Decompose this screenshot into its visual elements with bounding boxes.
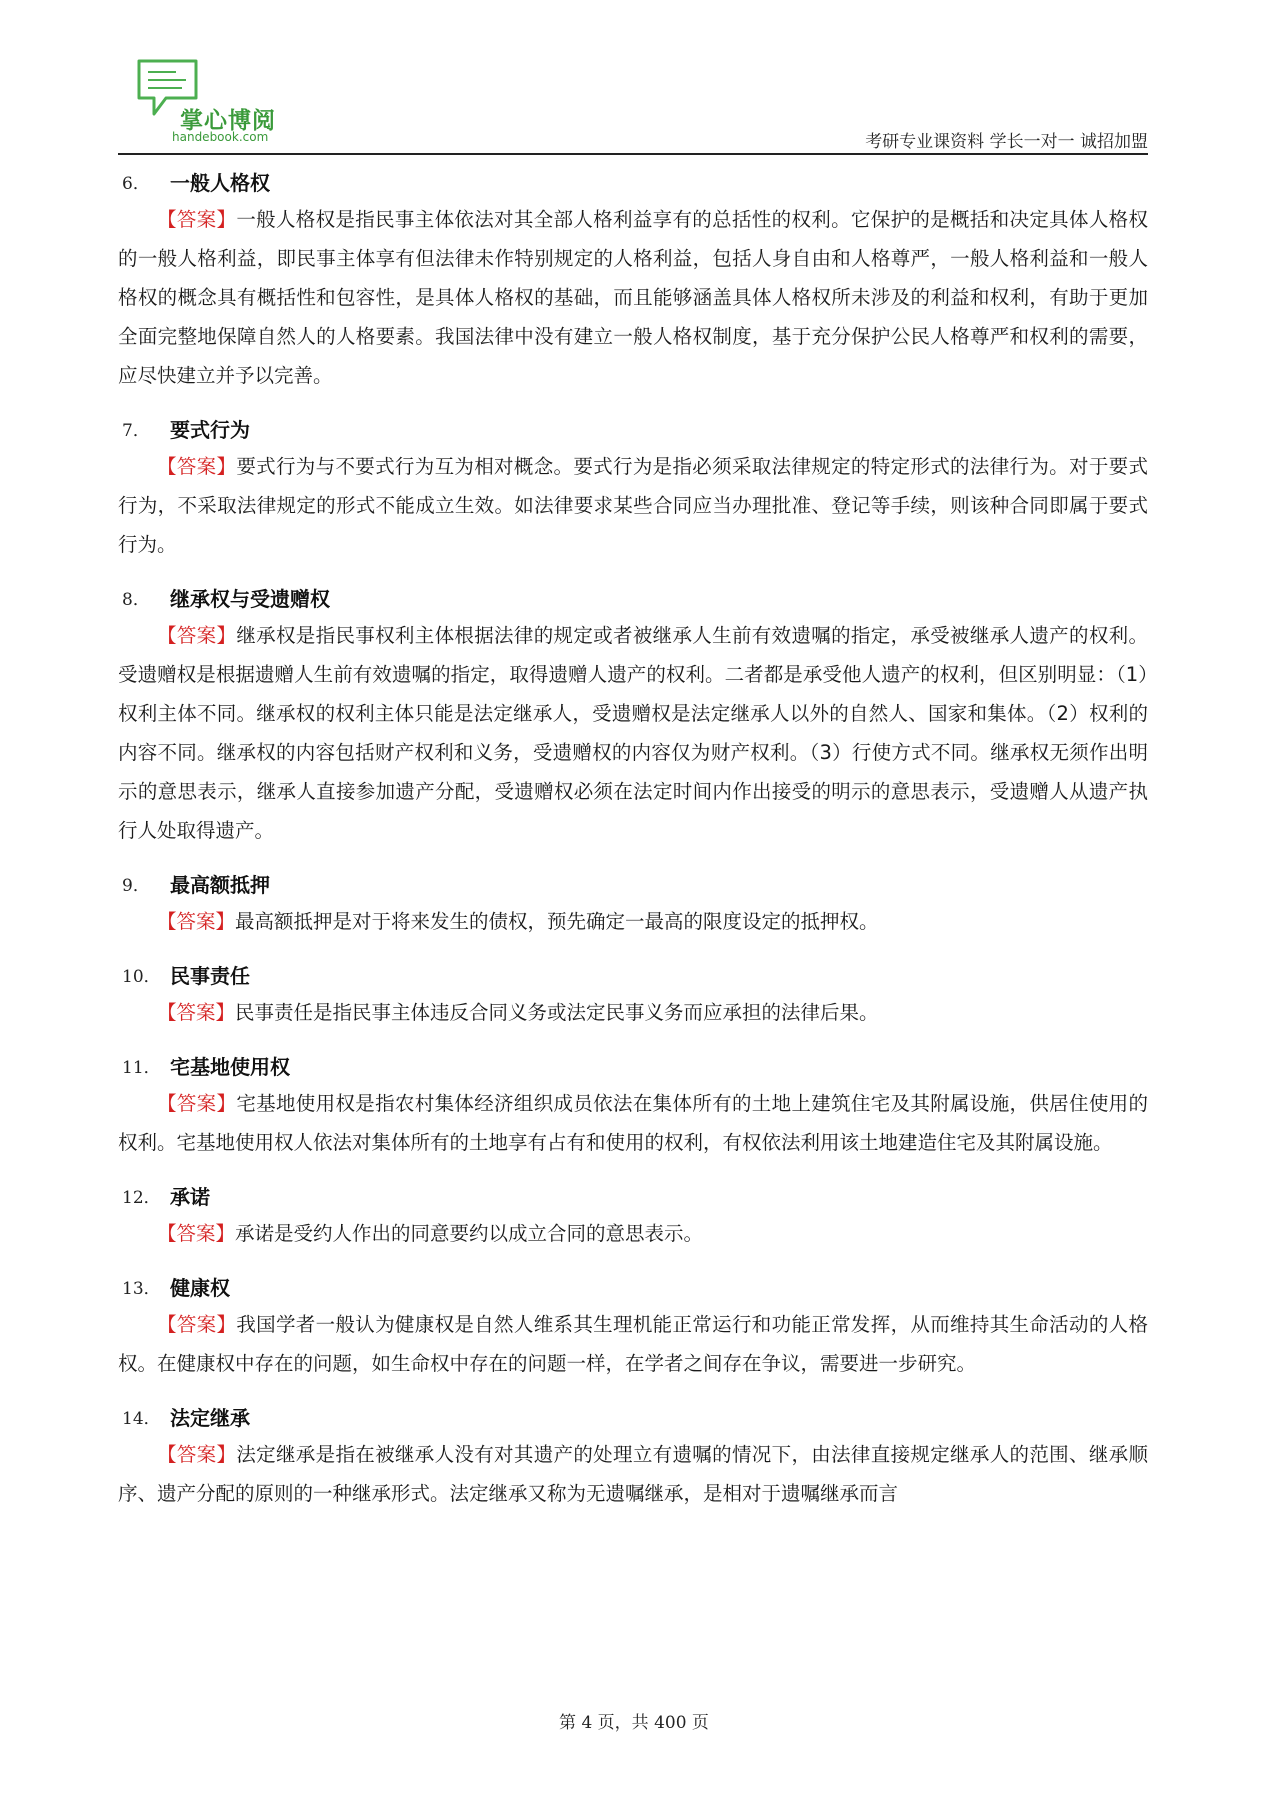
- entry-14: [118, 1401, 1148, 1513]
- entry-term: 要式行为: [170, 417, 250, 442]
- entry-answer: [118, 902, 1148, 941]
- entry-13: [118, 1271, 1148, 1383]
- entry-number: 6．: [122, 173, 150, 194]
- entry-12: [118, 1180, 1148, 1253]
- entry-number: 14．: [122, 1408, 161, 1429]
- entry-term: 法定继承: [170, 1405, 250, 1430]
- answer-text: 继承权是指民事权利主体根据法律的规定或者被继承人生前有效遗嘱的指定，承受被继承人遗产的权利。受遗赠权是根据遗赠人生前有效遗嘱的指定，取得遗赠人遗产的权利。二者都是承受他人遗产的权利，但区别明显：（1）权利主体不同。继承权的权利主体只能是法定继承人，受遗赠权是法定继承人以外的自然人、国家和集体。（2）权利的内容不同。继承权的内容包括财产权利和义务，受遗赠权的内容仅为财产权利。（3）行使方式不同。继承权无须作出明示的意思表示，继承人直接参加遗产分配，受遗赠权必须在法定时间内作出接受的明示的意思表示，受遗赠人从遗产执行人处取得遗产。: [118, 624, 1148, 842]
- logo-url: handebook.com: [172, 130, 269, 144]
- header-rule: [118, 153, 1148, 155]
- entry-number: 8．: [122, 589, 150, 610]
- answer-text: 宅基地使用权是指农村集体经济组织成员依法在集体所有的土地上建筑住宅及其附属设施，供居住使用的权利。宅基地使用权人依法对集体所有的土地享有占有和使用的权利，有权依法利用该土地建造住宅及其附属设施。: [118, 1092, 1148, 1154]
- entry-answer: [118, 1084, 1148, 1162]
- answer-tag: 【答案】: [157, 455, 237, 478]
- entry-number: 7．: [122, 420, 150, 441]
- entry-answer: [118, 447, 1148, 564]
- entry-number: 9．: [122, 875, 150, 896]
- entry-number: 11．: [122, 1057, 161, 1078]
- logo-name: 掌心博阅: [180, 108, 276, 134]
- answer-tag: 【答案】: [157, 910, 236, 933]
- entry-answer: [118, 200, 1148, 395]
- entry-6: [118, 166, 1148, 395]
- entry-term: 承诺: [170, 1184, 210, 1209]
- entry-answer: [118, 1214, 1148, 1253]
- answer-tag: 【答案】: [157, 1001, 236, 1024]
- entry-number: 13．: [122, 1278, 161, 1299]
- entry-term: 民事责任: [170, 963, 250, 988]
- entry-answer: [118, 616, 1148, 850]
- answer-text: 法定继承是指在被继承人没有对其遗产的处理立有遗嘱的情况下，由法律直接规定继承人的范围、继承顺序、遗产分配的原则的一种继承形式。法定继承又称为无遗嘱继承，是相对于遗嘱继承而言: [118, 1443, 1148, 1505]
- answer-tag: 【答案】: [157, 1222, 236, 1245]
- entry-term: 最高额抵押: [170, 872, 270, 897]
- answer-text: 我国学者一般认为健康权是自然人维系其生理机能正常运行和功能正常发挥，从而维持其生命活动的人格权。在健康权中存在的问题，如生命权中存在的问题一样，在学者之间存在争议，需要进一步研究。: [118, 1313, 1148, 1375]
- answer-tag: 【答案】: [157, 1092, 237, 1115]
- entry-term: 继承权与受遗赠权: [170, 586, 330, 611]
- entry-7: [118, 413, 1148, 564]
- answer-text: 一般人格权是指民事主体依法对其全部人格利益享有的总括性的权利。它保护的是概括和决定具体人格权的一般人格利益，即民事主体享有但法律未作特别规定的人格利益，包括人身自由和人格尊严，一般人格利益和一般人格权的概念具有概括性和包容性，是具体人格权的基础，而且能够涵盖具体人格权所未涉及的利益和权利，有助于更加全面完整地保障自然人的人格要素。我国法律中没有建立一般人格权制度，基于充分保护公民人格尊严和权利的需要，应尽快建立并予以完善。: [118, 208, 1148, 387]
- entry-number: 12．: [122, 1187, 161, 1208]
- answer-text: 最高额抵押是对于将来发生的债权，预先确定一最高的限度设定的抵押权。: [235, 910, 879, 933]
- entry-term: 宅基地使用权: [170, 1054, 290, 1079]
- entry-answer: [118, 1435, 1148, 1513]
- entry-number: 10．: [122, 966, 161, 987]
- answer-text: 民事责任是指民事主体违反合同义务或法定民事义务而应承担的法律后果。: [235, 1001, 879, 1024]
- answer-tag: 【答案】: [157, 208, 237, 231]
- answer-tag: 【答案】: [157, 1313, 237, 1336]
- answer-tag: 【答案】: [157, 624, 237, 647]
- entry-term: 健康权: [170, 1275, 230, 1300]
- answer-tag: 【答案】: [157, 1443, 237, 1466]
- page-footer: 第 4 页，共 400 页: [559, 1713, 709, 1733]
- answer-text: 要式行为与不要式行为互为相对概念。要式行为是指必须采取法律规定的特定形式的法律行为。对于要式行为，不采取法律规定的形式不能成立生效。如法律要求某些合同应当办理批准、登记等手续，则该种合同即属于要式行为。: [118, 455, 1148, 556]
- page-header: [0, 0, 1268, 160]
- entry-answer: [118, 993, 1148, 1032]
- entry-10: [118, 959, 1148, 1032]
- entry-11: [118, 1050, 1148, 1162]
- document-body: [118, 166, 1148, 1531]
- entry-term: 一般人格权: [170, 170, 270, 195]
- entry-8: [118, 582, 1148, 850]
- logo: [136, 58, 296, 148]
- entry-9: [118, 868, 1148, 941]
- entry-answer: [118, 1305, 1148, 1383]
- answer-text: 承诺是受约人作出的同意要约以成立合同的意思表示。: [235, 1222, 704, 1245]
- header-tagline: 考研专业课资料 学长一对一 诚招加盟: [865, 132, 1148, 152]
